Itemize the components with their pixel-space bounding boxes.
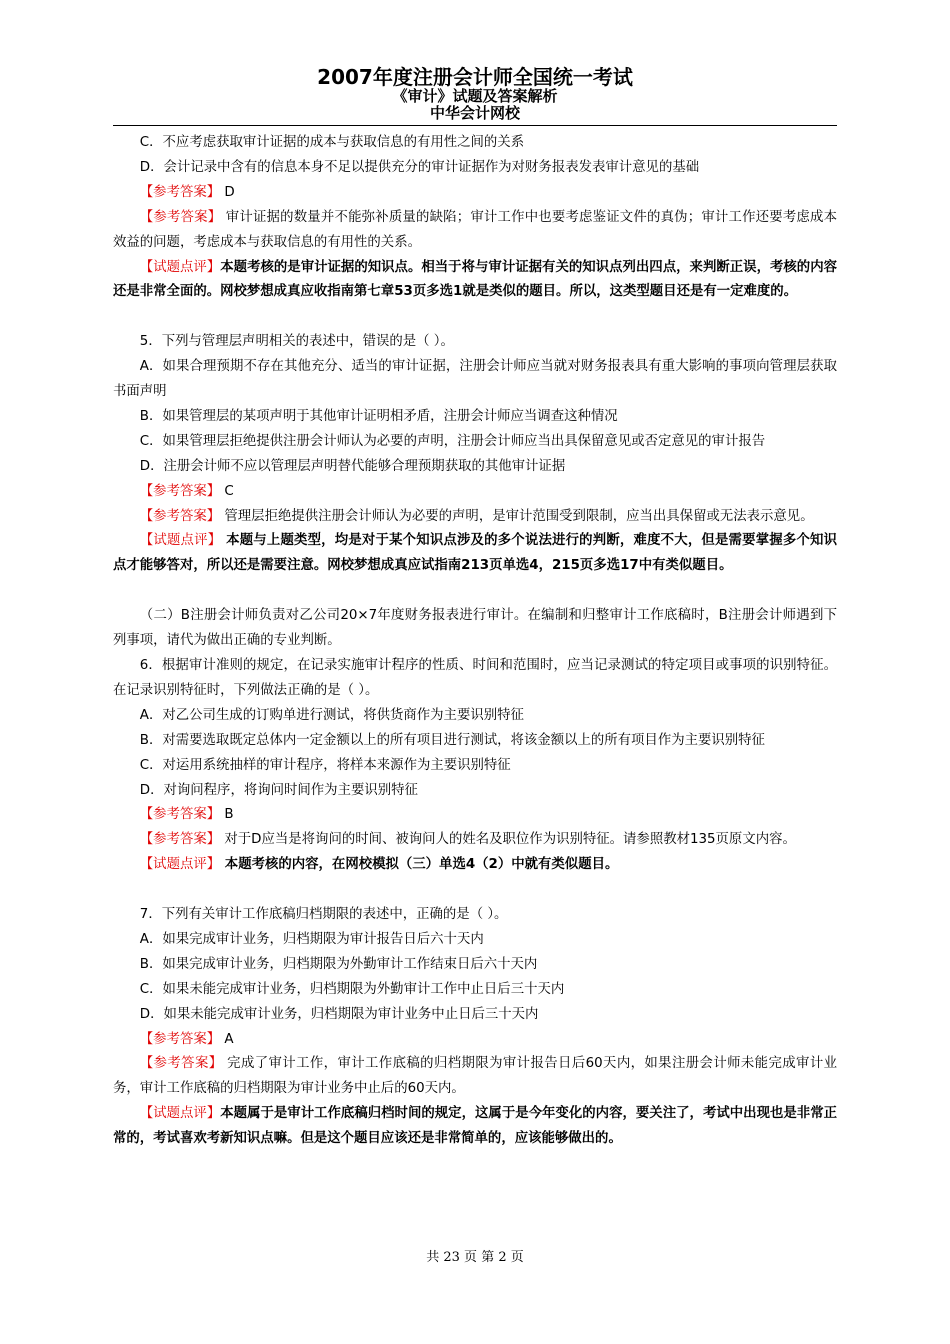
q6-option-d: D．对询问程序，将询问时间作为主要识别特征 (139, 782, 418, 798)
q6-stem: 6．根据审计准则的规定，在记录实施审计程序的性质、时间和范围时，应当记录测试的特定项目或事项的识别特征。在记录识别特征时，下列做法正确的是（ ）。 (113, 658, 837, 698)
q6-comment (113, 853, 837, 878)
q6-option-a: A．对乙公司生成的订购单进行测试，将供货商作为主要识别特征 (139, 707, 524, 723)
spacer (113, 579, 837, 604)
q4-explanation (113, 206, 837, 256)
q4-option-d: D．会计记录中含有的信息本身不足以提供充分的审计证据作为对财务报表发表审计意见的基础 (139, 159, 700, 175)
answer-tag: 【参考答案】 (139, 184, 221, 200)
answer-value: A (220, 1031, 234, 1047)
comment-tag: 【试题点评】 (139, 533, 222, 549)
comment-text: 本题与上题类型，均是对于某个知识点涉及的多个说法进行的判断，难度不大，但是需要掌握多个知识点才能够答对，所以还是需要注意。网校梦想成真应试指南213页单选4，215页多选17中有类似题目。 (113, 533, 837, 574)
explanation-tag: 【参考答案】 (139, 209, 222, 225)
q4-answer (113, 181, 837, 206)
explanation-tag: 【参考答案】 (139, 1056, 223, 1072)
q4-option-c: C．不应考虑获取审计证据的成本与获取信息的有用性之间的关系 (139, 135, 525, 150)
answer-tag: 【参考答案】 (139, 483, 221, 499)
q6-option-b: B．对需要选取既定总体内一定金额以上的所有项目进行测试，将该金额以上的所有项目作为主要识别特征 (139, 732, 765, 748)
header-divider (113, 125, 837, 126)
page-header (113, 66, 837, 122)
explanation-text: 完成了审计工作，审计工作底稿的归档期限为审计报告日后60天内，如果注册会计师未能完成审计业务，审计工作底稿的归档期限为审计业务中止后的60天内。 (113, 1056, 837, 1097)
explanation-tag: 【参考答案】 (139, 832, 221, 848)
q6-option-c: C．对运用系统抽样的审计程序，将样本来源作为主要识别特征 (139, 757, 511, 773)
answer-value: D (220, 184, 235, 200)
explanation-text: 审计证据的数量并不能弥补质量的缺陷；审计工作中也要考虑鉴证文件的真伪；审计工作还要考虑成本效益的问题，考虑成本与获取信息的有用性的关系。 (113, 209, 837, 250)
answer-tag: 【参考答案】 (139, 807, 221, 823)
q5-stem: 5．下列与管理层声明相关的表述中，错误的是（ ）。 (139, 334, 454, 350)
q7-stem: 7．下列有关审计工作底稿归档期限的表述中，正确的是（ ）。 (139, 907, 508, 923)
comment-text: 本题考核的内容，在网校模拟（三）单选4（2）中就有类似题目。 (220, 857, 619, 873)
q7-answer (113, 1028, 837, 1053)
spacer (113, 878, 837, 903)
q5-explanation (113, 505, 837, 530)
q5-option-d: D．注册会计师不应以管理层声明替代能够合理预期获取的其他审计证据 (139, 458, 566, 474)
comment-text: 本题属于是审计工作底稿归档时间的规定，这属于是今年变化的内容，要关注了，考试中出现也是非常正常的，考试喜欢考新知识点嘛。但是这个题目应该还是非常简单的，应该能够做出的。 (113, 1106, 838, 1147)
explanation-text: 管理层拒绝提供注册会计师认为必要的声明，是审计范围受到限制，应当出具保留或无法表示意见。 (220, 508, 814, 524)
q5-option-c: C．如果管理层拒绝提供注册会计师认为必要的声明，注册会计师应当出具保留意见或否定意见的审计报告 (139, 433, 766, 449)
answer-value: B (220, 807, 234, 823)
q5-answer (113, 480, 837, 505)
publisher-name: 中华会计网校 (429, 104, 520, 122)
page-footer: 共 23 页 第 2 页 (426, 1250, 524, 1265)
answer-tag: 【参考答案】 (139, 1031, 221, 1047)
q7-option-d: D．如果未能完成审计业务，归档期限为审计业务中止日后三十天内 (139, 1006, 539, 1022)
comment-tag: 【试题点评】 (139, 259, 221, 275)
answer-value: C (220, 483, 234, 499)
spacer (113, 305, 837, 330)
comment-text: 本题考核的是审计证据的知识点。相当于将与审计证据有关的知识点列出四点，来判断正误，考核的内容还是非常全面的。网校梦想成真应收指南第七章53页多选1就是类似的题目。所以，这类型题目还是有一定难度的。 (113, 259, 838, 300)
q7-option-a: A．如果完成审计业务，归档期限为审计报告日后六十天内 (139, 931, 484, 947)
exam-subtitle: 《审计》试题及答案解析 (392, 87, 558, 105)
q6-answer (113, 803, 837, 828)
q7-option-c: C．如果未能完成审计业务，归档期限为外勤审计工作中止日后三十天内 (139, 981, 565, 997)
q5-option-a: A．如果合理预期不存在其他充分、适当的审计证据，注册会计师应当就对财务报表具有重大影响的事项向管理层获取书面声明 (113, 359, 837, 400)
comment-tag: 【试题点评】 (139, 1106, 221, 1122)
q7-explanation (113, 1052, 837, 1102)
q4-comment (113, 256, 837, 306)
q5-comment (113, 529, 837, 579)
q5-option-b: B．如果管理层的某项声明于其他审计证明相矛盾，注册会计师应当调查这种情况 (139, 408, 618, 424)
comment-tag: 【试题点评】 (139, 857, 221, 873)
explanation-tag: 【参考答案】 (139, 508, 221, 524)
q7-option-b: B．如果完成审计业务，归档期限为外勤审计工作结束日后六十天内 (139, 956, 538, 972)
explanation-text: 对于D应当是将询问的时间、被询问人的姓名及职位作为识别特征。请参照教材135页原文内容。 (220, 832, 796, 848)
document-body (113, 131, 837, 1152)
exam-title: 2007年度注册会计师全国统一考试 (317, 65, 633, 89)
q6-explanation (113, 828, 837, 853)
q7-comment (113, 1102, 837, 1152)
section2-intro: （二）B注册会计师负责对乙公司20×7年度财务报表进行审计。在编制和归整审计工作底稿时，B注册会计师遇到下列事项，请代为做出正确的专业判断。 (113, 608, 837, 649)
